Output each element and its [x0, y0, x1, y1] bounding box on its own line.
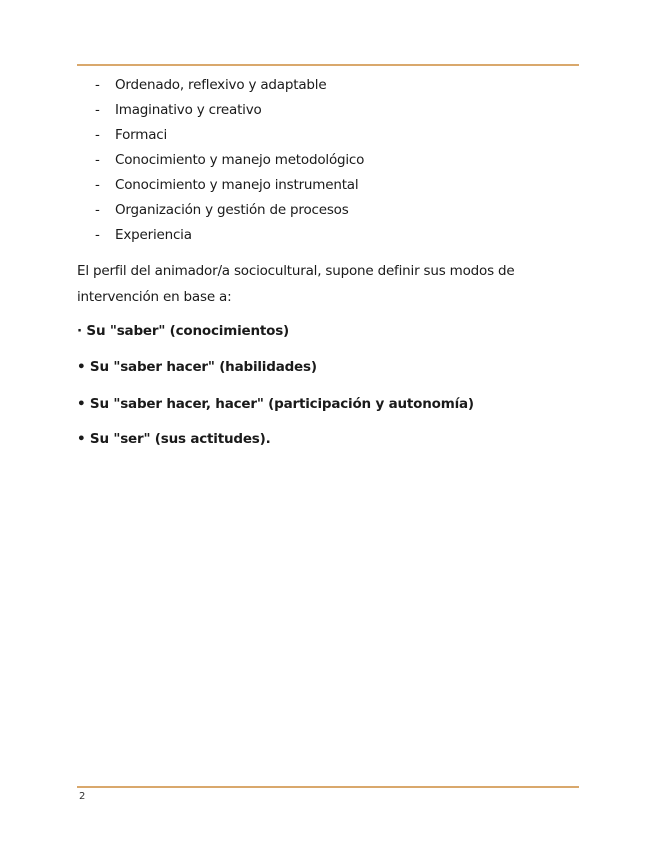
header-rule: [77, 64, 579, 66]
list-dash: -: [95, 127, 100, 143]
list-item-text: Conocimiento y manejo metodológico: [115, 152, 365, 168]
list-dash: -: [95, 177, 100, 193]
list-item-text: Imaginativo y creativo: [115, 102, 262, 118]
list-item-text: Organización y gestión de procesos: [115, 202, 349, 218]
list-item-text: Conocimiento y manejo instrumental: [115, 177, 359, 193]
footer-rule: [77, 786, 579, 788]
intro-paragraph: El perfil del animador/a sociocultural, supone definir sus modos de intervención en base a:: [77, 263, 515, 305]
list-dash: -: [95, 202, 100, 218]
list-dash: -: [95, 102, 100, 118]
list-dash: -: [95, 152, 100, 168]
bullet-saber: · Su "saber" (conocimientos): [77, 323, 290, 339]
bullet-saber-hacer: • Su "saber hacer" (habilidades): [77, 359, 317, 375]
bullet-saber-hacer-hacer: • Su "saber hacer, hacer" (participación y autonomía): [77, 396, 474, 412]
page-number: 2: [79, 791, 86, 802]
list-dash: -: [95, 227, 100, 243]
bullet-ser: • Su "ser" (sus actitudes).: [77, 431, 271, 447]
list-item-text: Ordenado, reflexivo y adaptable: [115, 77, 327, 93]
list-dash: -: [95, 77, 100, 93]
list-item-text: Formaci: [115, 127, 168, 143]
list-item-text: Experiencia: [115, 227, 192, 243]
